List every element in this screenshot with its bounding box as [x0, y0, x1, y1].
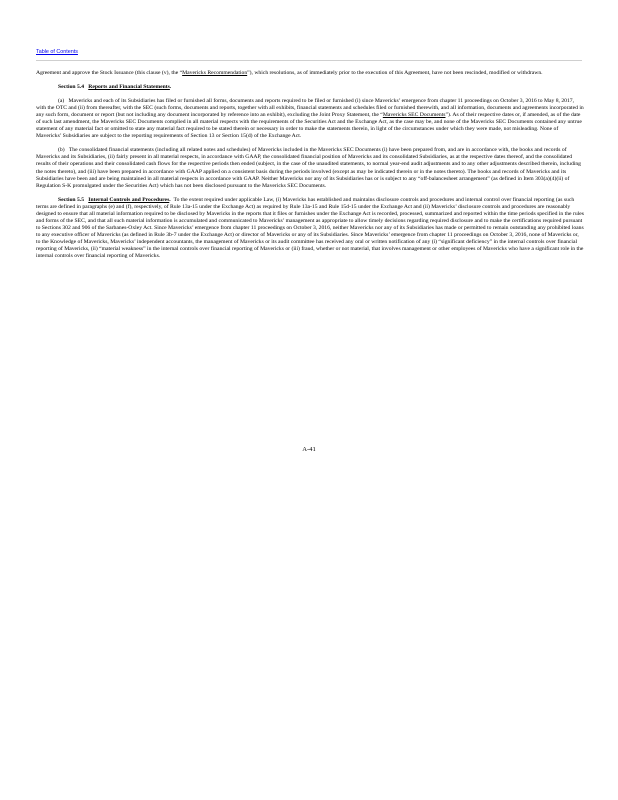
section-5-5-title-suffix: . [169, 196, 171, 203]
section-5-4-b-paragraph [36, 147, 584, 189]
section-5-5-title: Internal Controls and Procedures [88, 196, 170, 203]
intro-text-before: Agreement and approve the Stock Issuance (this clause (v), the “ [36, 70, 183, 76]
section-5-4-b-label: (b) [58, 147, 65, 154]
section-5-5-text: To the extent required under applicable Law, (i) Mavericks has established and maintains disclosure controls and procedures and internal control over financial reporting (as such terms are defined in paragraphs (e) and (f), respectively, of Rule 13a-15 under the Exchange Act) as required by Rule 13a-15 and Rule 15d-15 under the Exchange Act and (ii) Mavericks’ disclosure controls and procedures are reasonably designed to ensure that all material information required to be disclosed by Mavericks in the reports that it files or furnishes under the Exchange Act is recorded, processed, summarized and reported within the time periods specified in the rules and forms of the SEC, and that all such material information is accumulated and communicated to Mavericks’ management as appropriate to allow timely decisions regarding required disclosure and to make the certifications required pursuant to Sections 302 and 906 of the Sarbanes-Oxley Act. Since Mavericks’ emergence from chapter 11 proceedings on October 3, 2016, neither Mavericks nor any of its Subsidiaries has made or permitted to remain outstanding any prohibited loans to any executive officer of Mavericks (as defined in Rule 3b-7 under the Exchange Act) or director of Mavericks or any of its Subsidiaries. Since Mavericks’ emergence from chapter 11 proceedings on October 3, 2016, none of Mavericks or, to the Knowledge of Mavericks, Mavericks’ independent accountants, the management of Mavericks or its audit committee has received any oral or written notification of any (i) “significant deficiency” in the internal controls over financial reporting of Mavericks, (ii) “material weakness” in the internal controls over financial reporting of Mavericks or (iii) fraud, whether or not material, that involves management or other employees of Mavericks who have a significant role in the internal controls over financial reporting of Mavericks. [36, 196, 584, 260]
defined-term-mavericks-sec-documents: Mavericks SEC Documents [382, 112, 446, 119]
section-5-4-a-label: (a) [58, 98, 65, 105]
intro-text-after: ”), which resolutions, as of immediately prior to the execution of this Agreement, have not been rescinded, modified or withdrawn. [247, 70, 543, 76]
section-5-4-a-paragraph [36, 98, 584, 140]
header-divider [36, 60, 582, 61]
section-5-4-number: Section 5.4 [58, 84, 85, 91]
defined-term-mavericks-recommendation: Mavericks Recommendation [182, 70, 248, 76]
section-5-5-paragraph [36, 197, 584, 260]
document-body [36, 70, 584, 267]
section-5-5-number: Section 5.5 [58, 196, 85, 203]
section-5-4-heading [36, 84, 584, 91]
section-5-4-a-text-2: ”). As of their respective dates or, if amended, as of the date of such last amendment, the Mavericks SEC Documents complied in all material respects with the requirements of the Securities Act and the Exchange Act, as the case may be, and none of the Mavericks SEC Documents contained any untrue statement of any material fact or omitted to state any material fact required to be stated therein or necessary in order to make the statements therein, in light of the circumstances under which they were made, not misleading. None of Mavericks’ Subsidiaries are subject to the reporting requirements of Section 13 or Section 15(d) of the Exchange Act. [36, 112, 582, 140]
section-5-4-title-suffix: . [169, 84, 172, 91]
intro-paragraph [36, 70, 584, 77]
section-5-4-b-text: The consolidated financial statements (including all related notes and schedules) of Mavericks included in the Mavericks SEC Documents (i) have been prepared from, and are in accordance with, the books and records of Mavericks and its Subsidiaries, (ii) fairly present in all material respects, in accordance with GAAP, the consolidated financial position of Mavericks and its consolidated Subsidiaries, as at the respective dates thereof, and the consolidated results of their operations and their consolidated cash flows for the respective periods then ended (subject, in the case of the unaudited statements, to normal year-end audit adjustments and to any other adjustments described therein, including the notes thereto), and (iii) have been prepared in accordance with GAAP applied on a consistent basis during the periods involved (except as may be indicated therein or in the notes thereto). The books and records of Mavericks and its Subsidiaries have been and are being maintained in all material respects in accordance with GAAP. Neither Mavericks nor any of its Subsidiaries has or is subject to any “off-balancesheet arrangement” (as defined in Item 303(a)(4)(ii) of Regulation S-K promulgated under the Securities Act) which has not been disclosed pursuant to the Mavericks SEC Documents. [36, 147, 581, 189]
page-number: A-41 [302, 446, 316, 453]
section-5-4-a-text-1: Mavericks and each of its Subsidiaries has filed or furnished all forms, documents and reports required to be filed or furnished (i) since Mavericks’ emergence from chapter 11 proceedings on October 3, 2016 to May 8, 2017, with the OTC and (ii) from thereafter, with the SEC (such forms, documents and reports, together with all exhibits, financial statements and schedules filed or furnished therewith, and all information, documents and agreements incorporated in any such form, document or report (but not including any document incorporated by reference into an exhibit), excluding the Joint Proxy Statement, the “ [36, 98, 584, 119]
table-of-contents-link[interactable]: Table of Contents [36, 49, 78, 55]
section-5-4-title: Reports and Financial Statements [88, 84, 170, 91]
